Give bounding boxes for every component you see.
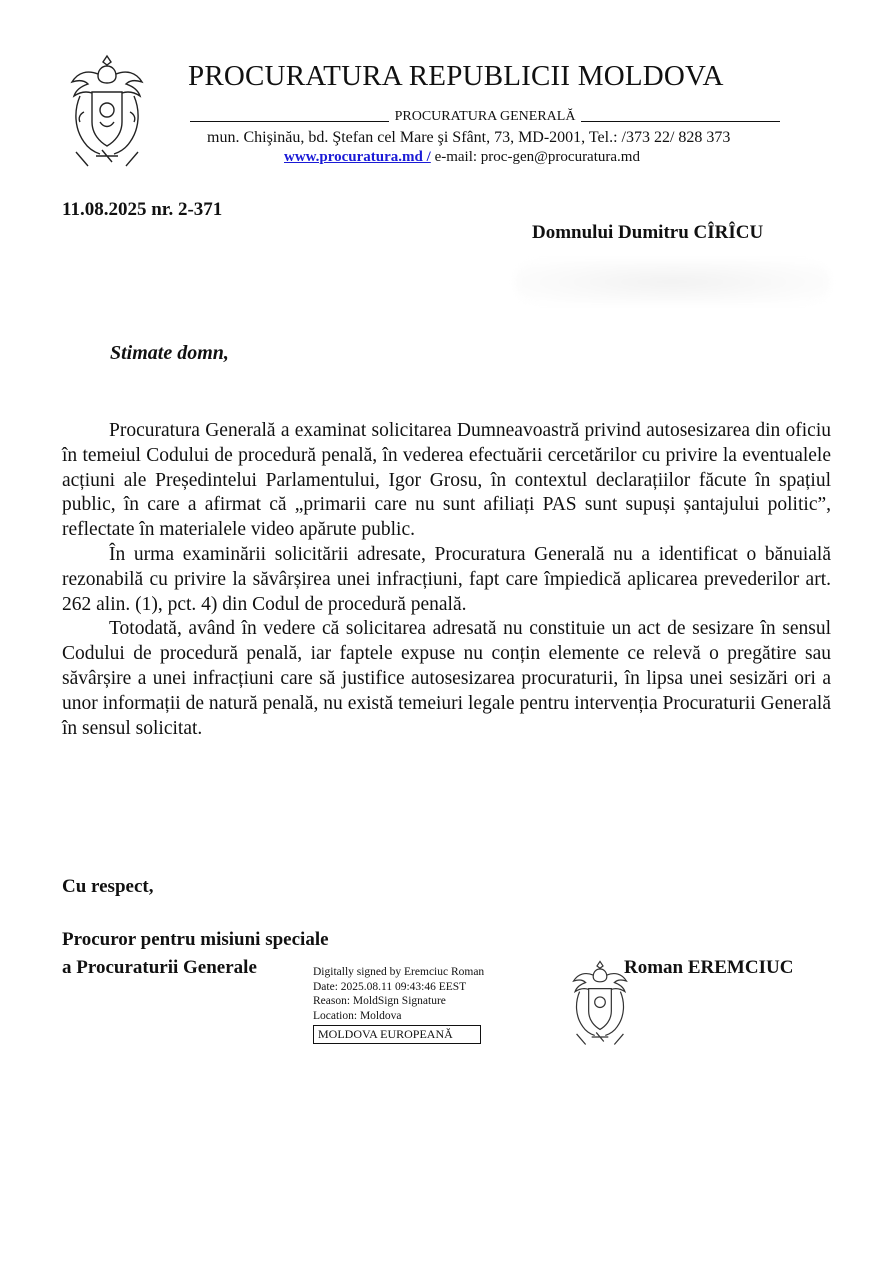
- recipient-name: Domnului Dumitru CÎRÎCU: [532, 222, 764, 243]
- header-rule-right: [581, 121, 780, 122]
- digital-signature-signer: Digitally signed by Eremciuc Roman: [313, 966, 485, 978]
- institution-title: PROCURATURA REPUBLICII MOLDOVA: [188, 60, 724, 92]
- signatory-name: Roman EREMCIUC: [624, 957, 794, 978]
- digital-signature-date: Date: 2025.08.11 09:43:46 EEST: [313, 980, 467, 993]
- email-text: e-mail: proc-gen@procuratura.md: [434, 149, 640, 165]
- signatory-title-line2: a Procuraturii Generale: [62, 957, 257, 978]
- contact-line: [284, 149, 640, 166]
- letter-body: [62, 419, 831, 741]
- department-name: PROCURATURA GENERALĂ: [394, 109, 576, 124]
- body-paragraph: Procuratura Generală a examinat solicitarea Dumneavoastră privind autosesizarea din oficiu în temeiul Codului de procedură penală, în vederea efectuării cercetărilor cu privire la eventualele acțiuni ale Președintelui Parlamentului, Igor Grosu, în contextul declarațiilor făcute în spațiul public, în care a afirmat că „primarii care nu sunt afiliați PAS sunt supuși șantajului politic”, reflectate în materialele video apărute public.: [62, 420, 831, 541]
- digital-signature-block: [313, 965, 484, 1023]
- coat-of-arms-icon: [62, 52, 152, 178]
- redacted-address: [515, 260, 830, 304]
- body-paragraph: Totodată, având în vedere că solicitarea adresată nu constituie un act de sesizare în sensul Codului de procedură penală, iar faptele expuse nu conțin elemente ce relevă o pregătire sau săvârșire a unei infracțiuni care să justifice autosesizarea procuraturii, în lipsa unei sesizări ori a unor informații de natură penală, nu există temeiuri legale pentru intervenția Procuraturii Generală în sensul solicitat.: [62, 618, 831, 739]
- salutation: Stimate domn,: [110, 342, 229, 364]
- digital-signature-badge: MOLDOVA EUROPEANĂ: [313, 1025, 481, 1044]
- digital-signature-location: Location: Moldova: [313, 1009, 402, 1022]
- institution-address: mun. Chişinău, bd. Ştefan cel Mare şi Sfânt, 73, MD-2001, Tel.: /373 22/ 828 373: [207, 129, 731, 146]
- header-rule-left: [190, 121, 389, 122]
- website-link[interactable]: www.procuratura.md /: [284, 149, 431, 165]
- department-subtitle: [190, 109, 780, 125]
- digital-signature-reason: Reason: MoldSign Signature: [313, 995, 446, 1007]
- document-reference: 11.08.2025 nr. 2-371: [62, 199, 223, 220]
- signatory-title-line1: Procuror pentru misiuni speciale: [62, 929, 329, 950]
- closing-phrase: Cu respect,: [62, 876, 154, 897]
- body-paragraph: În urma examinării solicitării adresate, Procuratura Generală nu a identificat o bănuială rezonabilă cu privire la săvârșirea unei infracțiuni, fapt care împiedică aplicarea prevederilor art. 262 alin. (1), pct. 4) din Codul de procedură penală.: [62, 543, 831, 615]
